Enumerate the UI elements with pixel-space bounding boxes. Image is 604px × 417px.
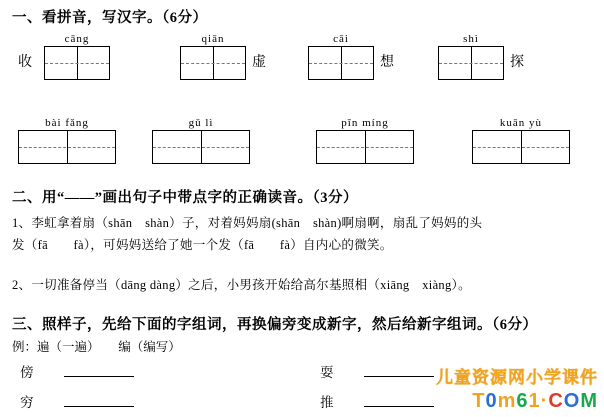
pinyin-label: bài fǎng (45, 117, 89, 129)
pinyin-label: pīn míng (341, 117, 389, 129)
row-blank-2[interactable] (364, 391, 434, 407)
watermark-logo-letter: 1 (528, 390, 541, 412)
hanzi-prefix: 收 (18, 55, 32, 70)
pinyin-label: shì (463, 33, 479, 45)
tianzi-box[interactable] (152, 130, 250, 164)
section-2-title: 二、用“——”画出句子中带点字的正确读音。（3分） (12, 190, 358, 206)
watermark-logo-letter: C (548, 390, 564, 412)
section-2-line: 1、李虹拿着扇（shān shàn）子，对着妈妈扇(shān shàn)啊扇啊，扇乱了妈妈的头 (12, 216, 483, 230)
pinyin-cell-group (316, 116, 414, 164)
hanzi-suffix: 探 (510, 55, 524, 70)
pinyin-label: gǔ lì (188, 117, 214, 129)
row-blank-1[interactable] (64, 391, 134, 407)
tianzi-box[interactable] (438, 46, 504, 80)
row-char-1: 穷 (20, 395, 34, 410)
tianzi-box[interactable] (18, 130, 116, 164)
table-row (12, 357, 592, 383)
hanzi-suffix: 虚 (252, 55, 266, 70)
watermark-logo-letter: · (540, 390, 549, 412)
pinyin-cell-group (44, 32, 110, 80)
table-row (12, 387, 592, 413)
row-blank-1[interactable] (64, 361, 134, 377)
tianzi-box[interactable] (44, 46, 110, 80)
hanzi-suffix: 想 (380, 55, 394, 70)
watermark-logo-letter: M (580, 390, 598, 412)
watermark-logo-letter: O (563, 390, 581, 412)
row-char-2: 推 (320, 395, 334, 410)
row-blank-2[interactable] (364, 361, 434, 377)
pinyin-label: kuān yù (499, 117, 543, 129)
tianzi-box[interactable] (180, 46, 246, 80)
pinyin-label: cāng (64, 33, 90, 45)
pinyin-label: cāi (333, 33, 349, 45)
pinyin-cell-group (18, 116, 116, 164)
pinyin-cell-group (308, 32, 374, 80)
section-2-line: 2、一切准备停当（dāng dàng）之后，小男孩开始给高尔基照相（xiāng xiàng）。 (12, 278, 471, 292)
tianzi-box[interactable] (308, 46, 374, 80)
section-1-title: 一、看拼音，写汉字。（6分） (12, 10, 208, 26)
row-char-2: 耍 (320, 365, 334, 380)
section-3-example: 例：遍（一遍） 编（编写） (12, 340, 181, 354)
watermark-logo-letter: 0 (485, 390, 498, 412)
watermark-logo-letter: m (497, 390, 517, 412)
tianzi-box[interactable] (472, 130, 570, 164)
watermark-logo-letter: 6 (516, 390, 529, 412)
watermark-text: 儿童资源网小学课件 (436, 368, 598, 387)
pinyin-cell-group (438, 32, 504, 80)
section-3-title: 三、照样子，先给下面的字组词，再换偏旁变成新字，然后给新字组词。（6分） (12, 317, 538, 333)
tianzi-box[interactable] (316, 130, 414, 164)
watermark-logo-letter: T (472, 390, 486, 412)
row-char-1: 傍 (20, 365, 34, 380)
section-2-line: 发（fā fà），可妈妈送给了她一个发（fā fà）自内心的微笑。 (12, 238, 393, 252)
pinyin-cell-group (472, 116, 570, 164)
pinyin-label: qiān (201, 33, 225, 45)
pinyin-cell-group (152, 116, 250, 164)
pinyin-cell-group (180, 32, 246, 80)
